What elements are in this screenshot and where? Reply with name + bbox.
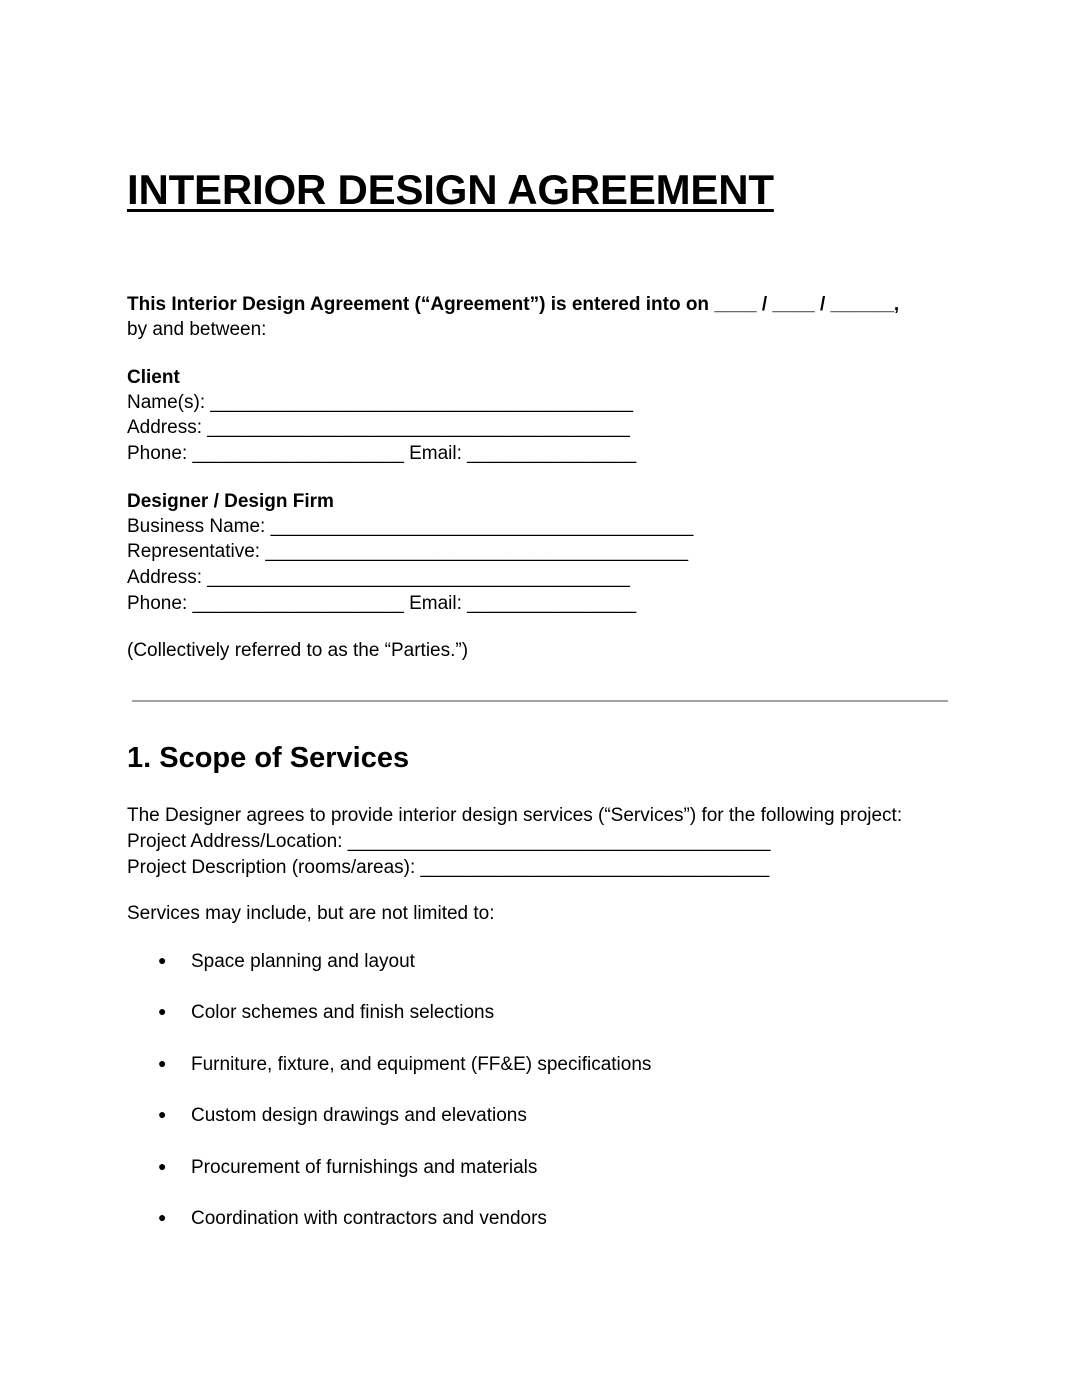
section-heading: 1. Scope of Services	[127, 742, 410, 774]
designer-business-field: Business Name: ________________________________________	[127, 516, 694, 537]
project-address-field: Project Address/Location: ________________________________________	[127, 831, 771, 852]
list-item	[158, 1154, 537, 1180]
intro-statement: This Interior Design Agreement (“Agreement”) is entered into on ____ / ____ / ______,	[127, 294, 900, 315]
designer-phone-email-field: Phone: ____________________ Email: ________________	[127, 593, 637, 614]
scope-intro: The Designer agrees to provide interior design services (“Services”) for the following project:	[127, 805, 903, 826]
bullet-icon: ●	[158, 1106, 167, 1122]
list-item-text: Procurement of furnishings and materials	[191, 1157, 538, 1178]
designer-heading: Designer / Design Firm	[127, 491, 334, 512]
project-description-field: Project Description (rooms/areas): _________________________________	[127, 857, 770, 878]
client-name-field: Name(s): ________________________________________	[127, 392, 634, 413]
bullet-icon: ●	[158, 1209, 167, 1225]
list-item-text: Color schemes and finish selections	[191, 1002, 495, 1023]
list-item	[158, 948, 415, 974]
designer-address-field: Address: ________________________________________	[127, 567, 630, 588]
list-item	[158, 999, 494, 1025]
designer-representative-field: Representative: ________________________________________	[127, 541, 689, 562]
parties-note: (Collectively referred to as the “Parties.”)	[127, 640, 469, 661]
bullet-icon: ●	[158, 952, 167, 968]
bullet-icon: ●	[158, 1003, 167, 1019]
list-item	[158, 1205, 547, 1231]
services-intro: Services may include, but are not limited to:	[127, 903, 495, 924]
list-item-text: Custom design drawings and elevations	[191, 1105, 527, 1126]
list-item-text: Coordination with contractors and vendors	[191, 1208, 547, 1229]
client-heading: Client	[127, 367, 180, 388]
bullet-icon: ●	[158, 1158, 167, 1174]
list-item	[158, 1102, 527, 1128]
list-item	[158, 1051, 651, 1077]
intro-continuation: by and between:	[127, 319, 267, 340]
list-item-text: Space planning and layout	[191, 951, 415, 972]
client-phone-email-field: Phone: ____________________ Email: ________________	[127, 443, 637, 464]
horizontal-divider	[132, 700, 948, 702]
list-item-text: Furniture, fixture, and equipment (FF&E) specifications	[191, 1054, 652, 1075]
client-address-field: Address: ________________________________________	[127, 417, 630, 438]
bullet-icon: ●	[158, 1055, 167, 1071]
page-title: INTERIOR DESIGN AGREEMENT	[127, 166, 774, 213]
